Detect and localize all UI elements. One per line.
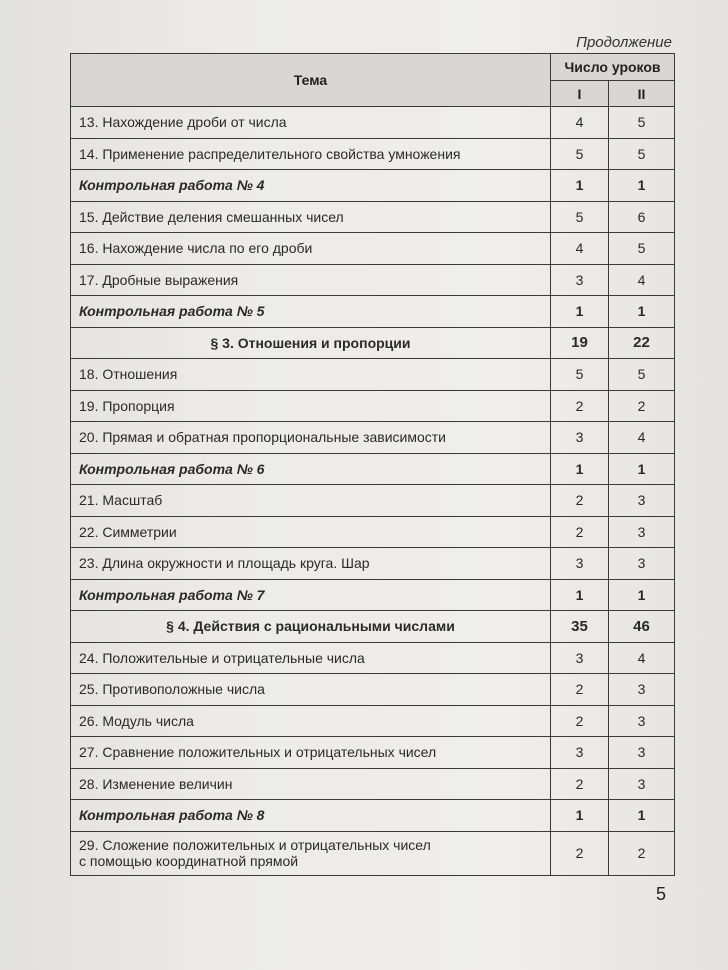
header-lesson-count: Число уроков (551, 54, 675, 81)
row-lessons-variant-1: 2 (551, 485, 609, 517)
row-topic: 19. Пропорция (71, 390, 551, 422)
row-lessons-variant-2: 22 (609, 327, 675, 359)
row-lessons-variant-2: 46 (609, 611, 675, 643)
table-row (71, 422, 675, 454)
row-topic: Контрольная работа № 6 (71, 453, 551, 485)
row-lessons-variant-2: 6 (609, 201, 675, 233)
header-variant-2: II (609, 81, 675, 107)
row-topic: 26. Модуль числа (71, 705, 551, 737)
row-topic: 16. Нахождение числа по его дроби (71, 233, 551, 265)
row-lessons-variant-2: 1 (609, 453, 675, 485)
header-variant-1: I (551, 81, 609, 107)
table-row (71, 705, 675, 737)
row-topic: 18. Отношения (71, 359, 551, 391)
row-topic: § 3. Отношения и пропорции (71, 327, 551, 359)
row-topic: 17. Дробные выражения (71, 264, 551, 296)
row-lessons-variant-1: 2 (551, 768, 609, 800)
continuation-label: Продолжение (576, 34, 672, 51)
section-row (71, 611, 675, 643)
row-topic: 23. Длина окружности и площадь круга. Шар (71, 548, 551, 580)
row-lessons-variant-1: 5 (551, 138, 609, 170)
row-lessons-variant-2: 3 (609, 548, 675, 580)
row-topic: § 4. Действия с рациональными числами (71, 611, 551, 643)
table-row (71, 831, 675, 875)
table-row (71, 107, 675, 139)
row-lessons-variant-1: 4 (551, 107, 609, 139)
row-lessons-variant-1: 3 (551, 422, 609, 454)
row-topic: 15. Действие деления смешанных чисел (71, 201, 551, 233)
row-lessons-variant-1: 2 (551, 390, 609, 422)
row-lessons-variant-2: 5 (609, 233, 675, 265)
test-row (71, 579, 675, 611)
table-row (71, 233, 675, 265)
lesson-plan-table (70, 53, 675, 876)
table-row (71, 201, 675, 233)
row-lessons-variant-2: 3 (609, 768, 675, 800)
row-topic: 21. Масштаб (71, 485, 551, 517)
row-lessons-variant-1: 1 (551, 579, 609, 611)
section-row (71, 327, 675, 359)
table-row (71, 674, 675, 706)
row-lessons-variant-1: 2 (551, 516, 609, 548)
row-topic: Контрольная работа № 7 (71, 579, 551, 611)
row-lessons-variant-2: 2 (609, 390, 675, 422)
row-lessons-variant-1: 1 (551, 170, 609, 202)
table-row (71, 642, 675, 674)
page-number: 5 (655, 884, 666, 904)
row-lessons-variant-2: 1 (609, 800, 675, 832)
row-topic: 13. Нахождение дроби от числа (71, 107, 551, 139)
header-topic: Тема (71, 54, 551, 107)
row-lessons-variant-1: 3 (551, 737, 609, 769)
row-lessons-variant-1: 4 (551, 233, 609, 265)
table-row (71, 516, 675, 548)
row-lessons-variant-2: 3 (609, 705, 675, 737)
row-lessons-variant-1: 2 (551, 705, 609, 737)
row-lessons-variant-2: 2 (609, 831, 675, 875)
row-lessons-variant-2: 4 (609, 642, 675, 674)
row-topic: 20. Прямая и обратная пропорциональные зависимости (71, 422, 551, 454)
row-lessons-variant-1: 2 (551, 831, 609, 875)
row-lessons-variant-1: 3 (551, 548, 609, 580)
row-lessons-variant-1: 3 (551, 264, 609, 296)
table-row (71, 548, 675, 580)
row-lessons-variant-1: 19 (551, 327, 609, 359)
table-row (71, 264, 675, 296)
row-topic: 29. Сложение положительных и отрицательных чисел с помощью координатной прямой (71, 831, 551, 875)
test-row (71, 296, 675, 328)
row-lessons-variant-2: 3 (609, 485, 675, 517)
test-row (71, 453, 675, 485)
row-topic: 27. Сравнение положительных и отрицательных чисел (71, 737, 551, 769)
table-row (71, 768, 675, 800)
table-row (71, 485, 675, 517)
row-lessons-variant-1: 1 (551, 453, 609, 485)
row-lessons-variant-1: 1 (551, 800, 609, 832)
row-lessons-variant-2: 1 (609, 170, 675, 202)
row-lessons-variant-2: 3 (609, 516, 675, 548)
row-lessons-variant-2: 1 (609, 579, 675, 611)
row-lessons-variant-2: 5 (609, 138, 675, 170)
table-row (71, 138, 675, 170)
row-lessons-variant-1: 1 (551, 296, 609, 328)
row-lessons-variant-2: 4 (609, 422, 675, 454)
row-lessons-variant-1: 5 (551, 359, 609, 391)
row-lessons-variant-2: 3 (609, 674, 675, 706)
row-lessons-variant-2: 5 (609, 107, 675, 139)
test-row (71, 800, 675, 832)
row-topic: Контрольная работа № 5 (71, 296, 551, 328)
table-row (71, 737, 675, 769)
row-topic: 14. Применение распределительного свойства умножения (71, 138, 551, 170)
row-topic: 24. Положительные и отрицательные числа (71, 642, 551, 674)
row-topic: Контрольная работа № 4 (71, 170, 551, 202)
row-topic: Контрольная работа № 8 (71, 800, 551, 832)
row-lessons-variant-2: 5 (609, 359, 675, 391)
row-lessons-variant-2: 3 (609, 737, 675, 769)
table-row (71, 390, 675, 422)
row-lessons-variant-2: 4 (609, 264, 675, 296)
row-lessons-variant-1: 5 (551, 201, 609, 233)
row-lessons-variant-2: 1 (609, 296, 675, 328)
row-topic: 22. Симметрии (71, 516, 551, 548)
row-lessons-variant-1: 35 (551, 611, 609, 643)
table-row (71, 359, 675, 391)
row-topic: 25. Противоположные числа (71, 674, 551, 706)
row-lessons-variant-1: 3 (551, 642, 609, 674)
row-topic: 28. Изменение величин (71, 768, 551, 800)
table-body (71, 107, 675, 876)
test-row (71, 170, 675, 202)
row-lessons-variant-1: 2 (551, 674, 609, 706)
